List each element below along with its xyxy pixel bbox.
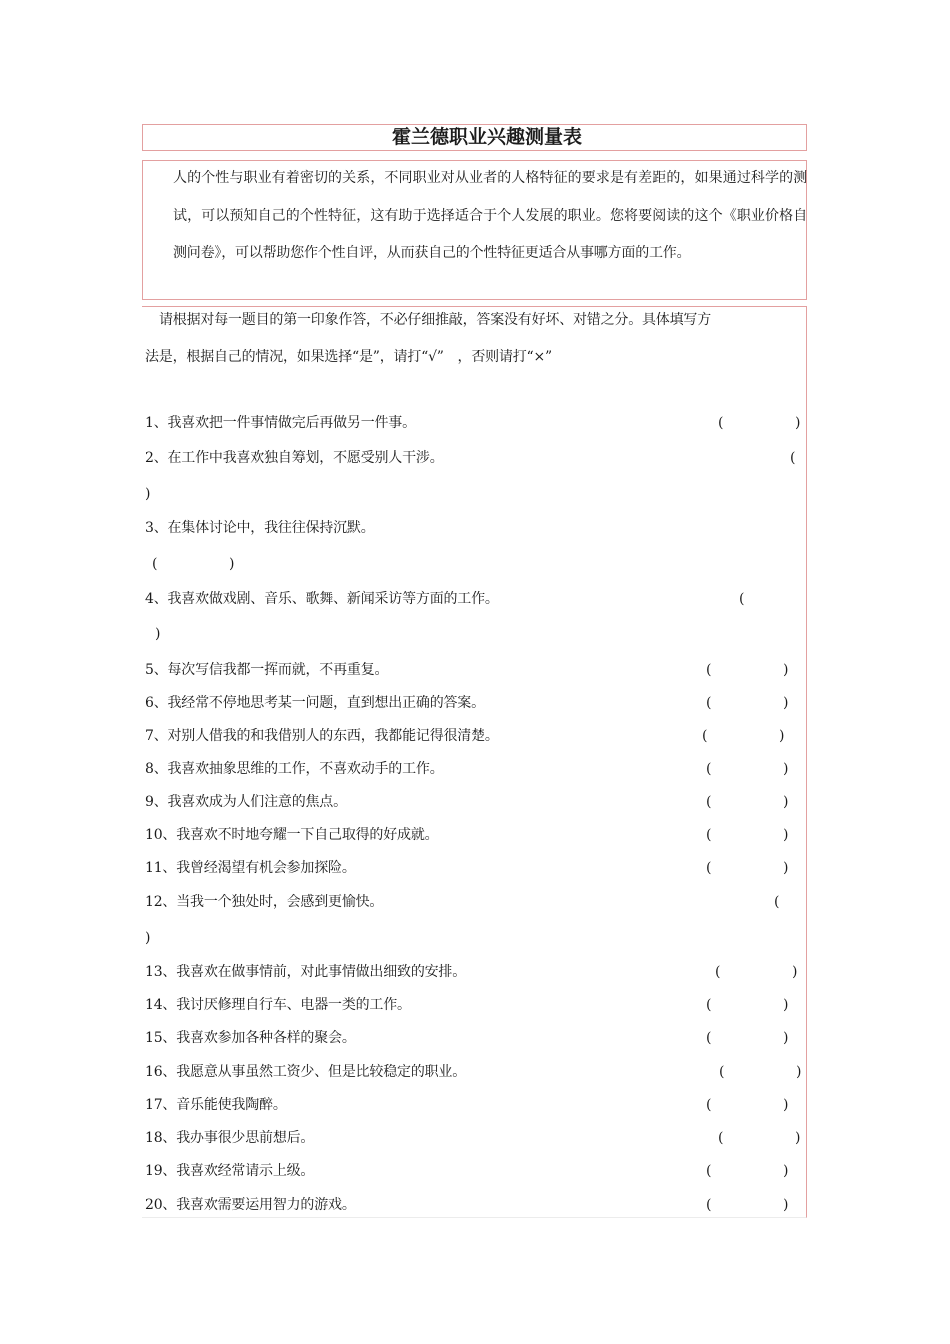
answer-paren-close[interactable]: ) — [783, 662, 789, 678]
question-text: 18、我办事很少思前想后。 — [145, 1130, 315, 1146]
question-text: 13、我喜欢在做事情前，对此事情做出细致的安排。 — [145, 964, 467, 980]
question-text: 16、我愿意从事虽然工资少、但是比较稳定的职业。 — [145, 1064, 467, 1080]
answer-paren-open[interactable]: ( — [706, 1163, 712, 1179]
answer-paren-open[interactable]: ( — [706, 761, 712, 777]
answer-paren-close[interactable]: ) — [783, 827, 789, 843]
question-text: 2、在工作中我喜欢独自筹划，不愿受别人干涉。 — [145, 450, 444, 466]
answer-paren-close[interactable]: ) — [783, 1163, 789, 1179]
answer-paren-open[interactable]: ( — [719, 1064, 725, 1080]
question-text: 7、对别人借我的和我借别人的东西，我都能记得很清楚。 — [145, 728, 499, 744]
answer-paren-close[interactable]: ) — [229, 556, 235, 572]
answer-paren-open[interactable]: ( — [706, 662, 712, 678]
question-text: 10、我喜欢不时地夸耀一下自己取得的好成就。 — [145, 827, 439, 843]
question-text: 20、我喜欢需要运用智力的游戏。 — [145, 1197, 356, 1213]
question-text: 1、我喜欢把一件事情做完后再做另一件事。 — [145, 415, 416, 431]
answer-paren-close[interactable]: ) — [779, 728, 785, 744]
answer-paren-open[interactable]: ( — [706, 695, 712, 711]
answer-paren-open[interactable]: ( — [702, 728, 708, 744]
question-text: 6、我经常不停地思考某一问题，直到想出正确的答案。 — [145, 695, 485, 711]
answer-paren-open[interactable]: ( — [706, 1097, 712, 1113]
answer-paren-close[interactable]: ) — [795, 415, 801, 431]
answer-paren-open[interactable]: ( — [152, 556, 158, 572]
question-text: 9、我喜欢成为人们注意的焦点。 — [145, 794, 347, 810]
answer-paren-open[interactable]: ( — [706, 1030, 712, 1046]
question-text: 11、我曾经渴望有机会参加探险。 — [145, 860, 356, 876]
answer-paren-close[interactable]: ) — [783, 1030, 789, 1046]
answer-paren-open[interactable]: ( — [706, 997, 712, 1013]
answer-paren-close[interactable]: ) — [783, 695, 789, 711]
answer-paren-close[interactable]: ) — [783, 1197, 789, 1213]
answer-paren-close[interactable]: ) — [795, 1130, 801, 1146]
answer-paren-open[interactable]: ( — [706, 860, 712, 876]
question-text: 17、音乐能使我陶醉。 — [145, 1097, 287, 1113]
answer-paren-open[interactable]: ( — [774, 894, 780, 910]
answer-paren-close[interactable]: ) — [145, 930, 151, 946]
answer-paren-close[interactable]: ) — [145, 486, 151, 502]
answer-paren-open[interactable]: ( — [706, 794, 712, 810]
answer-paren-open[interactable]: ( — [790, 450, 796, 466]
question-text: 4、我喜欢做戏剧、音乐、歌舞、新闻采访等方面的工作。 — [145, 591, 499, 607]
answer-paren-close[interactable]: ) — [783, 761, 789, 777]
answer-paren-open[interactable]: ( — [718, 1130, 724, 1146]
question-text: 3、在集体讨论中，我往往保持沉默。 — [145, 520, 375, 536]
answer-paren-close[interactable]: ) — [783, 794, 789, 810]
question-text: 12、当我一个独处时，会感到更愉快。 — [145, 894, 384, 910]
answer-paren-close[interactable]: ) — [796, 1064, 802, 1080]
answer-paren-close[interactable]: ) — [783, 1097, 789, 1113]
question-text: 14、我讨厌修理自行车、电器一类的工作。 — [145, 997, 411, 1013]
answer-paren-open[interactable]: ( — [739, 591, 745, 607]
question-text: 19、我喜欢经常请示上级。 — [145, 1163, 315, 1179]
answer-paren-open[interactable]: ( — [706, 827, 712, 843]
intro-paragraph: 人的个性与职业有着密切的关系，不同职业对从业者的人格特征的要求是有差距的，如果通过科学的测试，可以预知自己的个性特征，这有助于选择适合于个人发展的职业。您将要阅读的这个《职业价格自测问卷》，可以帮助您作个性自评，从而获自己的个性特征更适合从事哪方面的工作。 — [173, 170, 807, 261]
question-text: 5、每次写信我都一挥而就，不再重复。 — [145, 662, 389, 678]
answer-paren-close[interactable]: ) — [783, 860, 789, 876]
instruction-line-1: 请根据对每一题目的第一印象作答，不必仔细推敲，答案没有好坏、对错之分。具体填写方 — [159, 312, 711, 328]
instruction-block — [145, 302, 809, 376]
question-text: 15、我喜欢参加各种各样的聚会。 — [145, 1030, 356, 1046]
page-title: 霍兰德职业兴趣测量表 — [391, 126, 582, 148]
answer-paren-close[interactable]: ) — [792, 964, 798, 980]
answer-paren-close[interactable]: ) — [155, 626, 161, 642]
question-text: 8、我喜欢抽象思维的工作，不喜欢动手的工作。 — [145, 761, 444, 777]
answer-paren-open[interactable]: ( — [718, 415, 724, 431]
answer-paren-close[interactable]: ) — [783, 997, 789, 1013]
answer-paren-open[interactable]: ( — [706, 1197, 712, 1213]
answer-paren-open[interactable]: ( — [715, 964, 721, 980]
instruction-line-2: 法是，根据自己的情况，如果选择“是”，请打“√” ，否则请打“×” — [145, 349, 552, 365]
